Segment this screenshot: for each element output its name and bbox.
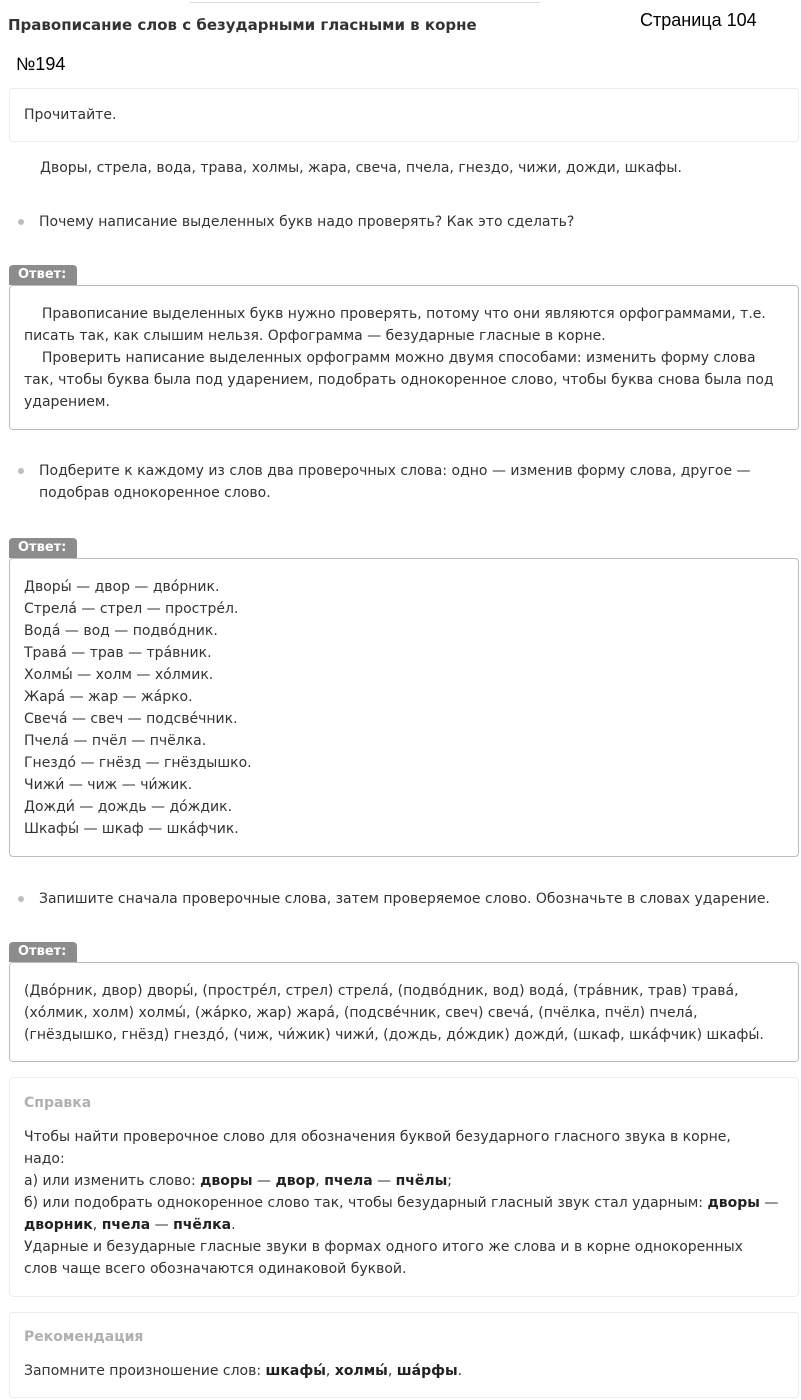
punct: ; <box>447 1173 453 1189</box>
answer-2-line: Стрела́ — стрел — простре́л. <box>24 601 239 617</box>
reference-line: Чтобы найти проверочное слово для обозначения буквой безударного гласного звука в корне, <box>24 1129 731 1145</box>
comma: , <box>325 1363 335 1379</box>
answer-2-line: Гнездо́ — гнёзд — гнёздышко. <box>24 755 252 771</box>
question-1 <box>18 211 788 233</box>
example-word: дворник <box>24 1217 93 1233</box>
example-word: холмы́ <box>334 1363 388 1379</box>
answer-2-line: Дворы́ — двор — дво́рник. <box>24 579 220 595</box>
dash: — <box>252 1173 276 1189</box>
comma: , <box>315 1173 325 1189</box>
reference-rule-b-cont <box>24 1214 778 1236</box>
answer-1-line: так, чтобы буква была под ударением, подобрать однокоренное слово, чтобы буква снова была под <box>24 372 774 388</box>
example-word: двор <box>275 1173 316 1189</box>
reference-box <box>9 1077 799 1297</box>
answer-box-1 <box>9 285 799 430</box>
answer-1-line: ударением. <box>24 394 110 410</box>
reference-line: Ударные и безударные гласные звуки в формах одного итого же слова и в корне однокоренных <box>24 1239 743 1255</box>
example-word: ша́рфы <box>396 1363 458 1379</box>
answer-2-line: Вода́ — вод — подво́дник. <box>24 623 218 639</box>
answer-1-line: Проверить написание выделенных орфограмм можно двумя способами: изменить форму слова <box>24 350 756 366</box>
answer-2-line: Жара́ — жар — жа́рко. <box>24 689 193 705</box>
word-list: Дворы, стрела, вода, трава, холмы, жара, свеча, пчела, гнездо, чижи, дожди, шкафы. <box>40 160 682 176</box>
answer-2-line: Свеча́ — свеч — подсве́чник. <box>24 711 238 727</box>
comma: , <box>92 1217 102 1233</box>
punct: . <box>231 1217 236 1233</box>
answer-1-line: Правописание выделенных букв нужно проверять, потому что они являются орфограммами, т.е. <box>24 306 766 322</box>
answer-3-line: (гнёздышко, гнёзд) гнездо́, (чиж, чи́жик) чижи́, (дождь, до́ждик) дожди́, (шкаф, шка́фчик) шкафы́. <box>24 1027 764 1043</box>
bullet-icon <box>18 896 24 902</box>
reference-rule-b <box>24 1192 778 1214</box>
answer-box-3 <box>9 962 799 1062</box>
answer-label-2: Ответ: <box>9 538 77 558</box>
reference-line: слов чаще всего обозначаются одинаковой буквой. <box>24 1261 407 1277</box>
recommendation-text <box>24 1360 462 1382</box>
answer-2-line: Чижи́ — чиж — чи́жик. <box>24 777 193 793</box>
comma: , <box>387 1363 397 1379</box>
dash: — <box>372 1173 396 1189</box>
rule-text: б) или подобрать однокоренное слово так, чтобы безударный гласный звук стал ударным: <box>24 1195 708 1211</box>
question-3-text: Запишите сначала проверочные слова, затем проверяемое слово. Обозначьте в словах ударение. <box>39 891 770 907</box>
reference-heading: Справка <box>24 1095 92 1111</box>
question-2-line: подобрав однокоренное слово. <box>39 485 271 501</box>
answer-3-line: (хо́лмик, холм) холмы́, (жа́рко, жар) жара́, (подсве́чник, свеч) свеча́, (пчёлка, пчёл) пчела́, <box>24 1005 698 1021</box>
top-divider <box>190 0 540 3</box>
dash: — <box>150 1217 174 1233</box>
question-2-line: Подберите к каждому из слов два проверочных слова: одно — изменив форму слова, другое — <box>39 463 751 479</box>
example-word: пчёлка <box>173 1217 232 1233</box>
reference-line: надо: <box>24 1151 65 1167</box>
answer-1-line: писать так, как слышим нельзя. Орфограмма — безударные гласные в корне. <box>24 328 606 344</box>
answer-label-1: Ответ: <box>9 265 77 285</box>
punct: . <box>457 1363 463 1379</box>
example-word: пчела <box>324 1173 373 1189</box>
page-number: Страница 104 <box>640 10 757 30</box>
answer-3-line: (Дво́рник, двор) дворы́, (простре́л, стрел) стрела́, (подво́дник, вод) вода́, (тра́вник, трав) трава́, <box>24 983 739 999</box>
reference-rule-a <box>24 1170 778 1192</box>
recommendation-heading: Рекомендация <box>24 1329 144 1345</box>
instruction-text: Прочитайте. <box>24 107 117 123</box>
answer-2-line: Шкафы́ — шкаф — шка́фчик. <box>24 821 239 837</box>
answer-label-3: Ответ: <box>9 942 77 962</box>
question-3 <box>18 888 788 910</box>
dash: — <box>759 1195 779 1211</box>
answer-2-line: Трава́ — трав — тра́вник. <box>24 645 212 661</box>
bullet-icon <box>18 219 24 225</box>
question-1-text: Почему написание выделенных букв надо проверять? Как это сделать? <box>39 214 575 230</box>
rule-text: Запомните произношение слов: <box>24 1363 266 1379</box>
bullet-icon <box>18 468 24 474</box>
recommendation-box <box>9 1312 799 1398</box>
example-word: пчёлы <box>395 1173 448 1189</box>
answer-2-line: Холмы́ — холм — хо́лмик. <box>24 667 214 683</box>
answer-2-line: Дожди́ — дождь — до́ждик. <box>24 799 233 815</box>
page-title: Правописание слов с безударными гласными в корне <box>8 16 477 34</box>
answer-2-line: Пчела́ — пчёл — пчёлка. <box>24 733 207 749</box>
example-word: дворы <box>707 1195 760 1211</box>
rule-text: а) или изменить слово: <box>24 1173 201 1189</box>
exercise-number: №194 <box>16 54 66 74</box>
example-word: пчела <box>101 1217 151 1233</box>
instruction-box <box>9 88 799 142</box>
question-2 <box>18 460 788 504</box>
answer-box-2 <box>9 558 799 857</box>
example-word: дворы <box>200 1173 253 1189</box>
example-word: шкафы́ <box>265 1363 326 1379</box>
